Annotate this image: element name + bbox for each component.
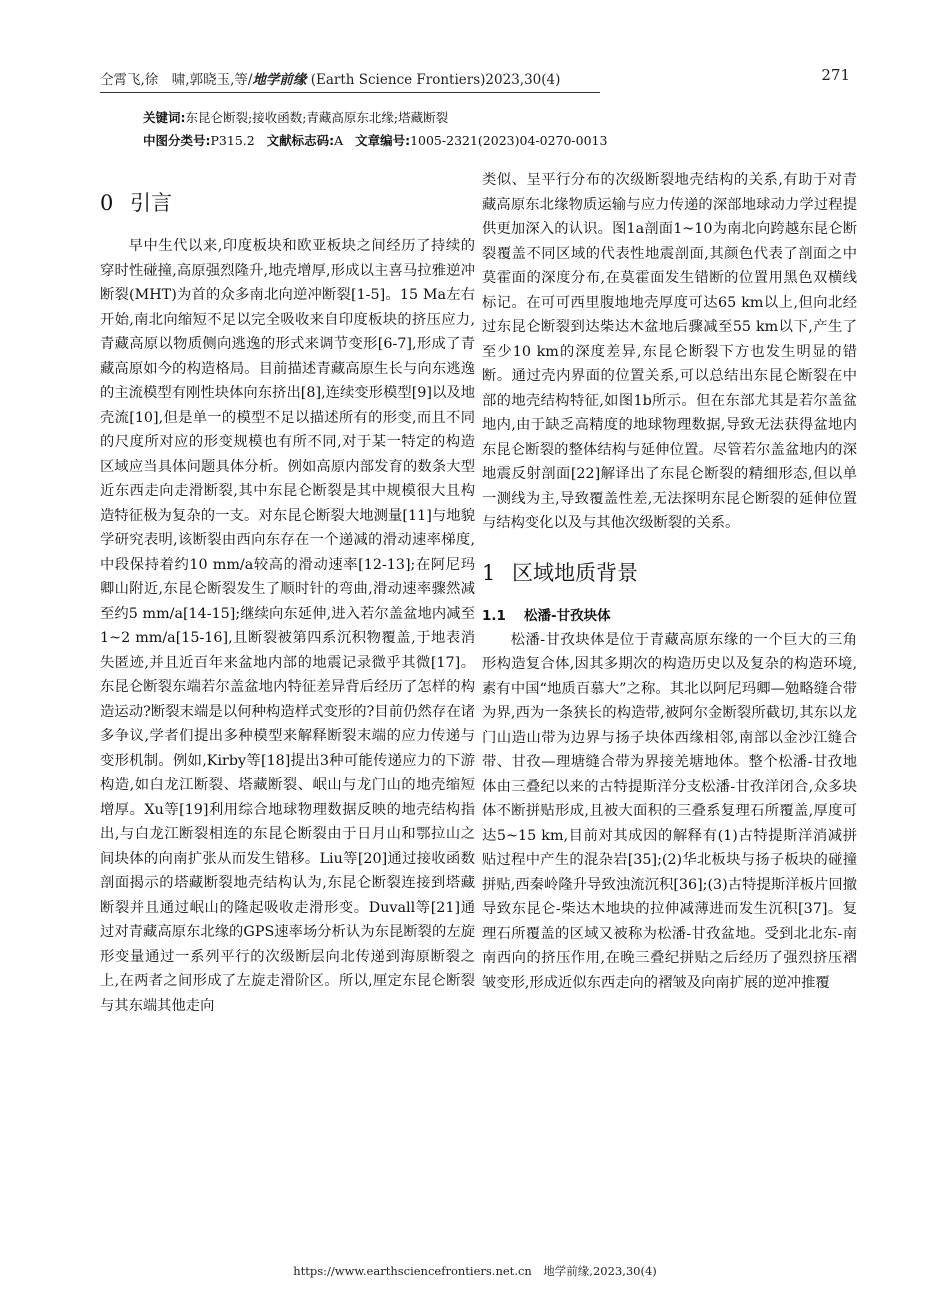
section-number: 0 [100,191,114,215]
running-header [100,64,850,90]
header-journal-citation: (Earth Science Frontiers)2023,30(4) [310,72,561,88]
header-citation [100,68,560,88]
section-heading-introduction [100,188,475,218]
clc-value: P315.2 [210,133,255,148]
section-title: 区域地质背景 [512,560,638,585]
subsection-title: 松潘-甘孜块体 [524,607,611,624]
section-heading-regional-geology [482,558,857,588]
page-footer: https://www.earthsciencefrontiers.net.cn 地学前缘,2023,30(4) [293,1264,657,1278]
intro-paragraph-2: 类似、呈平行分布的次级断裂地壳结构的关系,有助于对青藏高原东北缘物质运输与应力传递的深部地球动力学过程提供更加深入的认识。图1a剖面1~10为南北向跨越东昆仑断裂覆盖不同区域的代表性地震剖面,其颜色代表了剖面之中莫霍面的深度分布,在莫霍面发生错断的位置用黑色双横线标记。在可可西里腹地地壳厚度可达65 km以上,但向北经过东昆仑断裂到达柴达木盆地后骤减至55 km以下,产生了至少10 km的深度差异,东昆仑断裂下方也发生明显的错断。通过壳内界面的位置关系,可以总结出东昆仑断裂在中部的地壳结构特征,如图1b所示。但在东部尤其是若尔盖盆地内,由于缺乏高精度的地球物理数据,导致无法获得盆地内东昆仑断裂的整体结构与延伸位置。尽管若尔盖盆地内的深地震反射剖面[22]解译出了东昆仑断裂的精细形态,但以单一测线为主,导致覆盖性差,无法探明东昆仑断裂的延伸位置与结构变化以及与其他次级断裂的关系。 [482,172,857,531]
article-no-value: 1005-2321(2023)04-0270-0013 [410,133,608,148]
header-journal: 地学前缘 [252,72,307,88]
left-column [100,168,475,1018]
section-number: 1 [482,560,496,585]
keywords-label: 关键词: [143,110,186,125]
classification-line [143,131,863,151]
right-column [482,168,857,995]
subsection-number: 1.1 [482,607,506,624]
songpan-ganzi-paragraph: 松潘-甘孜块体是位于青藏高原东缘的一个巨大的三角形构造复合体,因其多期次的构造历史以及复杂的构造环境,素有中国“地质百慕大”之称。其北以阿尼玛卿—勉略缝合带为界,西为一条狭长的构造带,被阿尔金断裂所截切,其东以龙门山造山带为边界与扬子块体西缘相邻,南部以金沙江缝合带、甘孜—理塘缝合带为界接羌塘地体。整个松潘-甘孜地体由三叠纪以来的古特提斯洋分支松潘-甘孜洋闭合,众多块体不断拼贴形成,且被大面积的三叠系复理石所覆盖,厚度可达5~15 km,目前对其成因的解释有(1)古特提斯洋消减拼贴过程中产生的混杂岩[35];(2)华北板块与扬子板块的碰撞拼贴,西秦岭隆升导致浊流沉积[36];(3)古特提斯洋板片回撤导致东昆仑-柴达木地块的拉伸减薄进而发生沉积[37]。复理石所覆盖的区域又被称为松潘-甘孜盆地。受到北北东-南南西向的挤压作用,在晚三叠纪拼贴之后经历了强烈挤压褶皱变形,形成近似东西走向的褶皱及向南扩展的逆冲推覆 [482,631,857,991]
clc-label: 中图分类号: [143,133,211,148]
intro-paragraph-1: 早中生代以来,印度板块和欧亚板块之间经历了持续的穿时性碰撞,高原强烈隆升,地壳增厚,形成以主喜马拉雅逆冲断裂(MHT)为首的众多南北向逆冲断裂[1-5]。15 Ma左右开始,南北向缩短不足以完全吸收来自印度板块的挤压应力,青藏高原以物质侧向逃逸的形式来调节变形[6-7],形成了青藏高原如今的构造格局。目前描述青藏高原生长与向东逃逸的主流模型有刚性块体向东挤出[8],连续变形模型[9]以及地壳流[10],但是单一的模型不足以描述所有的形变,而且不同的尺度所对应的形变规模也有所不同,对于某一特定的构造区域应当具体问题具体分析。例如高原内部发育的数条大型近东西走向走滑断裂,其中东昆仑断裂是其中规模很大且构造特征极为复杂的一支。对东昆仑断裂大地测量[11]与地貌学研究表明,该断裂由西向东存在一个递减的滑动速率梯度,中段保持着约10 mm/a较高的滑动速率[12-13];在阿尼玛卿山附近,东昆仑断裂发生了顺时针的弯曲,滑动速率骤然减至约5 mm/a[14-15];继续向东延伸,进入若尔盖盆地内减至1~2 mm/a[15-16],且断裂被第四系沉积物覆盖,于地表消失匿迹,并且近百年来盆地内部的地震记录微乎其微[17]。东昆仑断裂东端若尔盖盆地内特征差异背后经历了怎样的构造运动?断裂末端是以何种构造样式变形的?目前仍然存在诸多争议,学者们提出多种模型来解释断裂末端的应力传递与变形机制。例如,Kirby等[18]提出3种可能传递应力的下游构造,如白龙江断裂、塔藏断裂、岷山与龙门山的地壳缩短增厚。Xu等[19]利用综合地球物理数据反映的地壳结构指出,与白龙江断裂相连的东昆仑断裂由于日月山和鄂拉山之间块体的向南扩张从而发生错移。Liu等[20]通过接收函数剖面揭示的塔藏断裂地壳结构认为,东昆仑断裂连接到塔藏断裂并且通过岷山的隆起吸收走滑形变。Duvall等[21]通过对青藏高原东北缘的GPS速率场分析认为东昆断裂的左旋形变量通过一系列平行的次级断层向北传递到海原断裂之上,在两者之间形成了左旋走滑阶区。所以,厘定东昆仑断裂与其东端其他走向 [100,238,475,1014]
subsection-heading-songpan-ganzi [482,604,857,628]
section-title: 引言 [130,191,172,215]
keywords-line [143,108,863,128]
header-rule [100,92,600,93]
doc-code-value: A [334,133,344,148]
doc-code-label: 文献标志码: [266,133,335,148]
keywords-text: 东昆仑断裂;接收函数;青藏高原东北缘;塔藏断裂 [185,110,449,125]
page-number: 271 [821,66,850,84]
header-authors: 仝霄飞,徐 啸,郭晓玉,等/ [100,72,253,88]
article-no-label: 文章编号: [355,133,411,148]
